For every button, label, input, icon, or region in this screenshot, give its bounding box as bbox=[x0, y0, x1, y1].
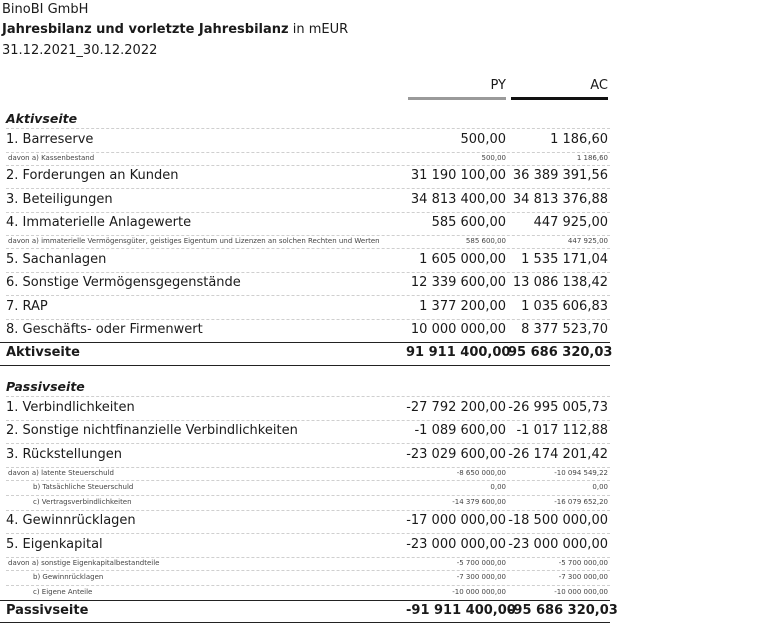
table-row bbox=[0, 188, 610, 212]
value-ac: 447 925,00 bbox=[533, 215, 608, 231]
value-py: -10 000 000,00 bbox=[452, 587, 506, 596]
row-label: 2. Forderungen an Kunden bbox=[6, 168, 179, 184]
report-title-unit: in mEUR bbox=[288, 22, 349, 37]
row-label: Aktivseite bbox=[6, 345, 80, 361]
value-py: 1 605 000,00 bbox=[419, 251, 506, 267]
value-py: 12 339 600,00 bbox=[410, 275, 506, 291]
row-label: c) Eigene Anteile bbox=[33, 587, 93, 596]
total-row bbox=[0, 600, 618, 622]
total-row bbox=[0, 342, 613, 364]
value-py: 1 377 200,00 bbox=[419, 298, 506, 314]
value-ac: -26 995 005,73 bbox=[508, 399, 608, 415]
table-row bbox=[0, 420, 610, 444]
report-title bbox=[2, 22, 348, 38]
value-ac: 1 535 171,04 bbox=[521, 251, 608, 267]
column-bar-ac bbox=[511, 97, 608, 100]
value-py: -91 911 400,00 bbox=[406, 602, 516, 618]
value-ac: -5 700 000,00 bbox=[558, 558, 608, 567]
value-ac: -16 079 652,20 bbox=[554, 497, 608, 506]
table-row bbox=[0, 319, 610, 343]
value-py: -14 379 600,00 bbox=[452, 497, 506, 506]
table-row bbox=[0, 295, 610, 319]
value-py: 0,00 bbox=[490, 482, 506, 491]
table-row bbox=[0, 128, 610, 152]
value-py: -8 650 000,00 bbox=[456, 468, 506, 477]
column-header-ac: AC bbox=[590, 78, 608, 93]
value-ac: 13 086 138,42 bbox=[512, 275, 608, 291]
table-row bbox=[0, 533, 610, 557]
value-ac: -23 000 000,00 bbox=[508, 536, 608, 552]
table-row bbox=[0, 212, 610, 236]
value-ac: -7 300 000,00 bbox=[558, 572, 608, 581]
value-py: 10 000 000,00 bbox=[410, 322, 506, 338]
row-label: 5. Eigenkapital bbox=[6, 536, 103, 552]
value-py: -17 000 000,00 bbox=[406, 513, 506, 529]
value-ac: -10 094 549,22 bbox=[554, 468, 608, 477]
row-label: 8. Geschäfts- oder Firmenwert bbox=[6, 322, 203, 338]
value-ac: 1 186,60 bbox=[576, 153, 608, 162]
value-ac: 1 186,60 bbox=[550, 131, 608, 147]
value-ac: 447 925,00 bbox=[567, 237, 608, 246]
value-py: 585 600,00 bbox=[465, 237, 506, 246]
value-py: 34 813 400,00 bbox=[410, 191, 506, 207]
row-label: 3. Rückstellungen bbox=[6, 446, 122, 462]
table-row bbox=[0, 165, 610, 189]
table-row bbox=[0, 443, 610, 467]
row-label: davon a) latente Steuerschuld bbox=[8, 468, 114, 477]
total-underline bbox=[0, 365, 610, 366]
value-ac: 95 686 320,03 bbox=[508, 345, 613, 361]
value-py: 31 190 100,00 bbox=[410, 168, 506, 184]
value-py: -27 792 200,00 bbox=[406, 399, 506, 415]
company-name: BinoBI GmbH bbox=[2, 2, 89, 17]
value-py: -23 000 000,00 bbox=[406, 536, 506, 552]
value-py: 91 911 400,00 bbox=[406, 345, 511, 361]
value-ac: 36 389 391,56 bbox=[512, 168, 608, 184]
sub-row bbox=[0, 495, 610, 510]
row-label: 5. Sachanlagen bbox=[6, 251, 107, 267]
value-ac: -95 686 320,03 bbox=[508, 602, 618, 618]
row-label: Aktivseite bbox=[6, 110, 78, 126]
row-label: 3. Beteiligungen bbox=[6, 191, 113, 207]
sub-row bbox=[0, 235, 610, 248]
row-label: 1. Verbindlichkeiten bbox=[6, 399, 135, 415]
report-title-bold: Jahresbilanz und vorletzte Jahresbilanz bbox=[2, 22, 289, 37]
table-row bbox=[0, 396, 610, 420]
row-label: b) Gewinnrücklagen bbox=[33, 572, 104, 581]
total-underline bbox=[0, 622, 610, 623]
column-bar-py bbox=[408, 97, 506, 100]
value-ac: -1 017 112,88 bbox=[516, 423, 608, 439]
value-ac: 1 035 606,83 bbox=[521, 298, 608, 314]
row-label: 4. Immaterielle Anlagewerte bbox=[6, 215, 192, 231]
table-row bbox=[0, 272, 610, 296]
value-ac: 0,00 bbox=[592, 482, 608, 491]
row-label: davon a) sonstige Eigenkapitalbestandteile bbox=[8, 558, 160, 567]
row-label: 2. Sonstige nichtfinanzielle Verbindlichkeiten bbox=[6, 423, 298, 439]
value-py: -1 089 600,00 bbox=[414, 423, 506, 439]
section-heading bbox=[0, 108, 610, 128]
sub-row bbox=[0, 585, 610, 600]
sub-row bbox=[0, 467, 610, 480]
section-heading bbox=[0, 376, 610, 396]
value-py: 500,00 bbox=[481, 153, 506, 162]
value-py: -23 029 600,00 bbox=[406, 446, 506, 462]
row-label: 7. RAP bbox=[6, 298, 48, 314]
row-label: 4. Gewinnrücklagen bbox=[6, 513, 136, 529]
value-ac: 8 377 523,70 bbox=[521, 322, 608, 338]
row-label: b) Tatsächliche Steuerschuld bbox=[33, 482, 134, 491]
row-label: Passivseite bbox=[6, 378, 85, 394]
value-ac: -10 000 000,00 bbox=[554, 587, 608, 596]
value-py: 500,00 bbox=[460, 131, 506, 147]
sub-row bbox=[0, 557, 610, 570]
value-ac: -18 500 000,00 bbox=[508, 513, 608, 529]
table-row bbox=[0, 510, 610, 534]
sub-row bbox=[0, 480, 610, 495]
row-label: 6. Sonstige Vermögensgegenstände bbox=[6, 275, 241, 291]
sub-row bbox=[0, 152, 610, 165]
sub-row bbox=[0, 570, 610, 585]
report-period: 31.12.2021_30.12.2022 bbox=[2, 43, 158, 58]
row-label: 1. Barreserve bbox=[6, 131, 94, 147]
value-py: -5 700 000,00 bbox=[456, 558, 506, 567]
row-label: Passivseite bbox=[6, 602, 89, 618]
row-label: c) Vertragsverbindlichkeiten bbox=[33, 497, 132, 506]
value-py: -7 300 000,00 bbox=[456, 572, 506, 581]
value-ac: 34 813 376,88 bbox=[512, 191, 608, 207]
row-label: davon a) immaterielle Vermögensgüter, geistiges Eigentum und Lizenzen an solchen Rechten und Werten bbox=[8, 237, 380, 246]
value-ac: -26 174 201,42 bbox=[508, 446, 608, 462]
table-row bbox=[0, 248, 610, 272]
row-label: davon a) Kassenbestand bbox=[8, 153, 95, 162]
value-py: 585 600,00 bbox=[431, 215, 506, 231]
column-header-py: PY bbox=[490, 78, 506, 93]
